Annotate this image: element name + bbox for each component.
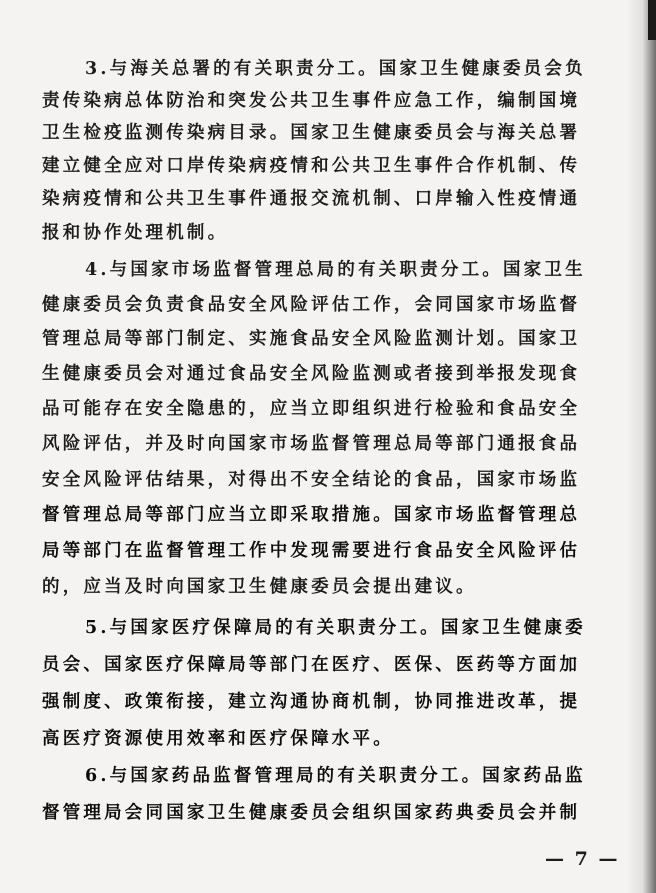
text-line: 的，应当及时向国家卫生健康委员会提出建议。 <box>42 577 477 597</box>
text-line: 风险评估，并及时向国家市场监督管理总局等部门通报食品 <box>42 434 581 454</box>
text-line: 品可能存在安全隐患的，应当立即组织进行检验和食品安全 <box>42 399 581 419</box>
text-line: 5.与国家医疗保障局的有关职责分工。国家卫生健康委 <box>85 618 586 638</box>
text-line: 责传染病总体防治和突发公共卫生事件应急工作，编制国境 <box>42 91 581 111</box>
text-line: 4.与国家市场监督管理总局的有关职责分工。国家卫生 <box>85 260 586 280</box>
text-line: 3.与海关总署的有关职责分工。国家卫生健康委员会负 <box>85 59 586 79</box>
text-line: 员会、国家医疗保障局等部门在医疗、医保、医药等方面加 <box>42 655 581 675</box>
text-line: 安全风险评估结果，对得出不安全结论的食品，国家市场监 <box>42 470 581 490</box>
text-line: 高医疗资源使用效率和医疗保障水平。 <box>42 729 394 749</box>
text-line: 管理总局等部门制定、实施食品安全风险监测计划。国家卫 <box>42 329 581 349</box>
text-line: 生健康委员会对通过食品安全风险监测或者接到举报发现食 <box>42 364 581 384</box>
text-line: 局等部门在监督管理工作中发现需要进行食品安全风险评估 <box>42 541 581 561</box>
text-line: 染病疫情和公共卫生事件通报交流机制、口岸输入性疫情通 <box>42 189 581 209</box>
text-line: 督管理总局等部门应当立即采取措施。国家市场监督管理总 <box>42 505 581 525</box>
page-edge-shadow <box>626 0 656 893</box>
page-edge-dark <box>648 0 656 40</box>
text-line: 卫生检疫监测传染病目录。国家卫生健康委员会与海关总署 <box>42 123 581 143</box>
text-line: 健康委员会负责食品安全风险评估工作，会同国家市场监督 <box>42 295 581 315</box>
text-line: 督管理局会同国家卫生健康委员会组织国家药典委员会并制 <box>42 803 581 823</box>
page-number: — 7 — <box>545 848 620 870</box>
text-line: 6.与国家药品监督管理局的有关职责分工。国家药品监 <box>85 766 586 786</box>
text-line: 建立健全应对口岸传染病疫情和公共卫生事件合作机制、传 <box>42 156 581 176</box>
text-line: 报和协作处理机制。 <box>42 223 229 243</box>
text-line: 强制度、政策衔接，建立沟通协商机制，协同推进改革，提 <box>42 692 581 712</box>
